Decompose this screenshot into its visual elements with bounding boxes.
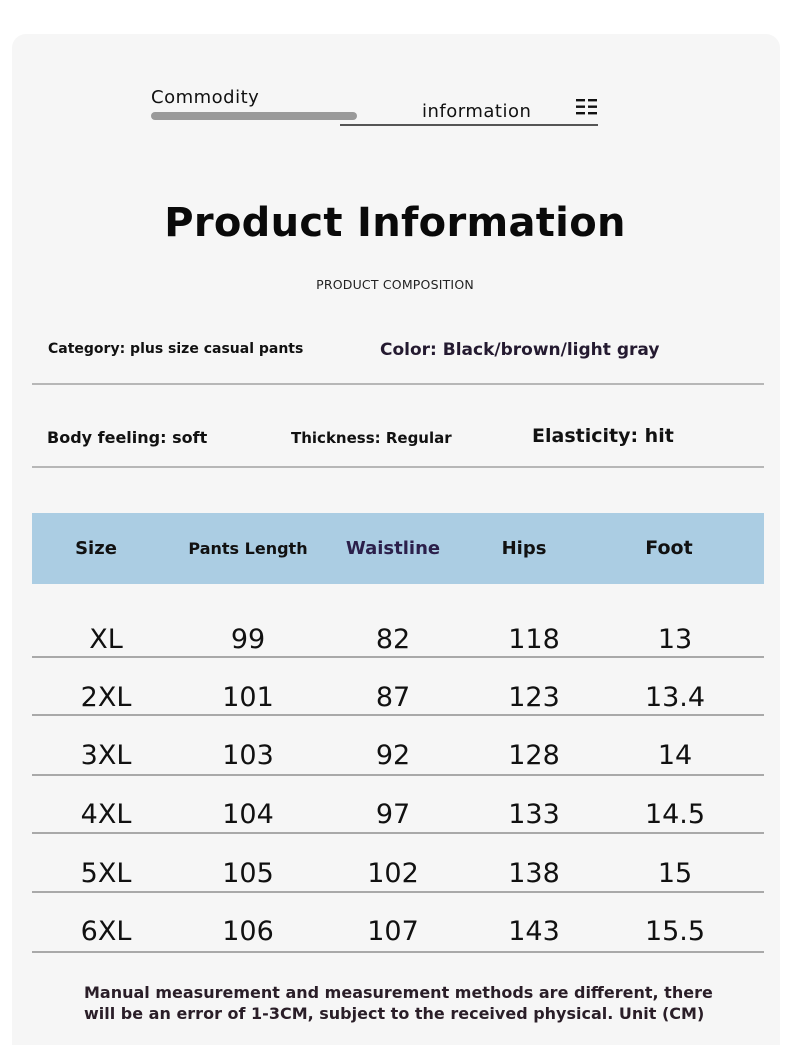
table-row [32,850,764,908]
attr-body-feeling: Body feeling: soft [47,428,208,447]
cell-waistline: 107 [367,916,419,947]
cell-size: 4XL [80,799,132,830]
cell-foot: 13.4 [644,682,706,713]
page-subtitle: PRODUCT COMPOSITION [316,277,474,292]
attr-elasticity: Elasticity: hit [532,425,674,447]
cell-foot: 14.5 [644,799,706,830]
cell-hips: 128 [508,740,560,771]
cell-hips: 123 [508,682,560,713]
row-divider [32,714,764,716]
attr-divider-1 [32,383,764,385]
row-divider [32,951,764,953]
attr-divider-2 [32,466,764,468]
cell-size: 2XL [80,682,132,713]
column-header-pants-length: Pants Length [188,539,308,558]
cell-waistline: 92 [375,740,411,771]
cell-hips: 138 [508,858,560,889]
row-divider [32,891,764,893]
cell-hips: 143 [508,916,560,947]
cell-pants-length: 99 [230,624,266,655]
cell-pants-length: 105 [222,858,274,889]
row-divider [32,832,764,834]
column-header-foot: Foot [645,537,693,559]
cell-waistline: 87 [375,682,411,713]
attr-thickness: Thickness: Regular [291,429,452,447]
attr-category: Category: plus size casual pants [48,341,304,357]
commodity-label: Commodity [151,87,260,108]
page-title: Product Information [164,200,626,246]
column-header-waistline: Waistline [345,538,441,559]
information-label: information [422,101,532,122]
information-underline [340,124,598,126]
cell-foot: 13 [657,624,693,655]
cell-waistline: 102 [367,858,419,889]
cell-size: 5XL [80,858,132,889]
table-row [32,732,764,790]
cell-foot: 15.5 [644,916,706,947]
cell-pants-length: 104 [222,799,274,830]
table-row [32,674,764,732]
cell-size: 3XL [80,740,132,771]
menu-icon [576,98,598,116]
cell-pants-length: 101 [222,682,274,713]
cell-size: XL [89,624,123,655]
table-row [32,908,764,966]
commodity-bar [151,112,357,120]
table-row [32,616,764,674]
size-table-header [32,513,764,584]
column-header-size: Size [75,538,117,559]
row-divider [32,656,764,658]
column-header-hips: Hips [501,538,547,559]
cell-size: 6XL [80,916,132,947]
cell-pants-length: 103 [222,740,274,771]
table-row [32,791,764,849]
row-divider [32,774,764,776]
measurement-note: Manual measurement and measurement methods are different, there will be an error of 1-3CM, subject to the received physical. Unit (CM) [84,983,713,1023]
cell-hips: 133 [508,799,560,830]
cell-hips: 118 [508,624,560,655]
cell-foot: 15 [657,858,693,889]
cell-foot: 14 [657,740,693,771]
cell-waistline: 97 [375,799,411,830]
cell-waistline: 82 [375,624,411,655]
attr-color: Color: Black/brown/light gray [380,340,660,360]
cell-pants-length: 106 [222,916,274,947]
